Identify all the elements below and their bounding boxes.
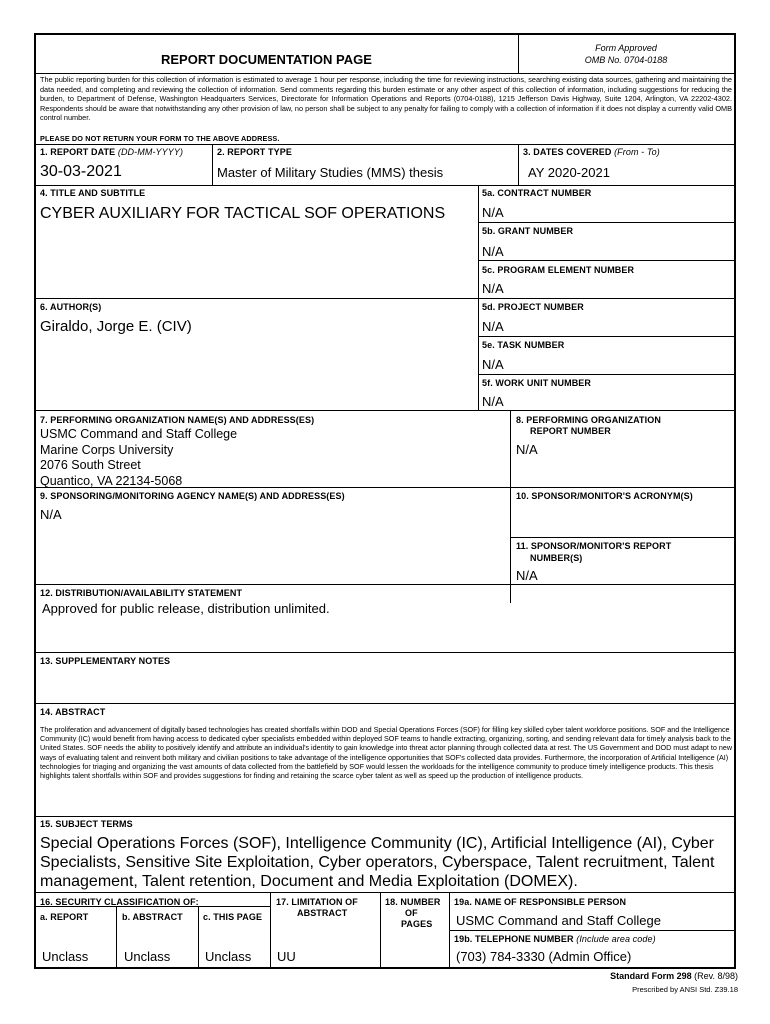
divider — [36, 73, 736, 74]
work-unit-label: 5f. WORK UNIT NUMBER — [482, 378, 591, 388]
security-abstract-field[interactable]: Unclass — [124, 949, 171, 964]
address-line: Marine Corps University — [40, 442, 174, 457]
abstract-text[interactable]: The proliferation and advancement of digitally based technologies has created shortfalls within DOD and Special Operations Forces (SOF) for filling key skilled cyber talent workforce positions. SOF and the Intelligence Community (IC) would benefit from having access to dedicated cyber specialists embedded within deployed SOF teams to handle extracting, organizing, sorting, and sending relevant data for timely analysis back to the United States. SOF needs the ability to positively identify and attribute an individual's identity to gain knowledge into threat actor planning through collected data at rest. The US Government and DOD must adapt to new ways of evaluating talent and reinvent both military and civilian positions to take advantage of the intelligence opportunities that SOF's collected data provides. Furthermore, the incorporation of Artificial Intelligence (AI) technologies for triaging and organizing the vast amounts of data collected from the battlefield by SOF would lessen the workloads for the intelligence community to produce timely intelligence products. This thesis highlights talent shortfalls within SOF and provides suggestions for finding and retaining the scarce cyber talent as well as speed up the production of intelligence products. — [40, 725, 733, 781]
security-report-field[interactable]: Unclass — [42, 949, 89, 964]
form-identifier: Standard Form 298 (Rev. 8/98) — [610, 971, 738, 981]
title-subtitle-label: 4. TITLE AND SUBTITLE — [40, 188, 146, 198]
security-abstract-label: b. ABSTRACT — [122, 912, 183, 922]
sponsor-report-label: 11. SPONSOR/MONITOR'S REPORT — [516, 541, 672, 551]
divider — [518, 144, 519, 185]
performing-org-label: 7. PERFORMING ORGANIZATION NAME(S) AND ADDRESS(ES) — [40, 415, 315, 425]
telephone-label: 19b. TELEPHONE NUMBER (Include area code) — [454, 934, 656, 944]
divider — [36, 185, 736, 186]
divider — [36, 892, 736, 893]
divider — [36, 816, 736, 817]
divider — [36, 144, 736, 145]
task-number-field[interactable]: N/A — [482, 357, 504, 372]
title-subtitle-field[interactable]: CYBER AUXILIARY FOR TACTICAL SOF OPERATIONS — [40, 205, 446, 222]
divider — [270, 892, 271, 969]
report-type-label: 2. REPORT TYPE — [217, 147, 292, 157]
divider — [36, 703, 736, 704]
address-line: 2076 South Street — [40, 458, 141, 473]
subject-terms-text[interactable]: Special Operations Forces (SOF), Intelligence Community (IC), Artificial Intelligence (AI), Cyber Specialists, Sensitive Site Exploitation, Cyber operators, Cyberspace, Talent recruitment, Talent management, Talent retention, Document and Media Exploitation (DOMEX). — [40, 835, 715, 890]
sponsoring-agency-label: 9. SPONSORING/MONITORING AGENCY NAME(S) AND ADDRESS(ES) — [40, 491, 345, 501]
performing-org-report-label: 8. PERFORMING ORGANIZATION — [516, 415, 661, 425]
performing-org-report-field[interactable]: N/A — [516, 442, 538, 457]
authors-field[interactable]: Giraldo, Jorge E. (CIV) — [40, 318, 192, 335]
abstract-label: 14. ABSTRACT — [40, 707, 106, 717]
work-unit-field[interactable]: N/A — [482, 394, 504, 409]
dates-covered-label: 3. DATES COVERED (From - To) — [523, 147, 660, 157]
divider — [478, 336, 736, 337]
program-element-label: 5c. PROGRAM ELEMENT NUMBER — [482, 265, 635, 275]
sponsor-report-field[interactable]: N/A — [516, 568, 538, 583]
form-approved-text: Form Approved — [595, 43, 657, 53]
authors-label: 6. AUTHOR(S) — [40, 302, 102, 312]
num-pages-label-2: OF — [405, 908, 418, 918]
grant-number-field[interactable]: N/A — [482, 244, 504, 259]
contract-number-field[interactable]: N/A — [482, 205, 504, 220]
subject-terms-label: 15. SUBJECT TERMS — [40, 819, 133, 829]
distribution-field[interactable]: Approved for public release, distribution unlimited. — [42, 601, 330, 616]
limitation-label-2: ABSTRACT — [297, 908, 348, 918]
responsible-person-field[interactable]: USMC Command and Staff College — [456, 913, 661, 928]
performing-org-report-label-2: REPORT NUMBER — [530, 426, 611, 436]
divider — [449, 930, 736, 931]
task-number-label: 5e. TASK NUMBER — [482, 340, 565, 350]
grant-number-label: 5b. GRANT NUMBER — [482, 226, 574, 236]
limitation-label: 17. LIMITATION OF — [276, 897, 358, 907]
divider — [510, 410, 511, 603]
performing-org-address[interactable] — [40, 427, 237, 490]
do-not-return-notice: PLEASE DO NOT RETURN YOUR FORM TO THE ABOVE ADDRESS. — [40, 134, 280, 143]
distribution-label: 12. DISTRIBUTION/AVAILABILITY STATEMENT — [40, 588, 243, 598]
sponsoring-agency-field[interactable]: N/A — [40, 507, 62, 522]
report-documentation-form — [34, 33, 736, 969]
num-pages-label-3: PAGES — [401, 919, 433, 929]
num-pages-label: 18. NUMBER — [385, 897, 441, 907]
divider — [212, 144, 213, 185]
project-number-label: 5d. PROJECT NUMBER — [482, 302, 584, 312]
divider — [36, 584, 736, 585]
telephone-field[interactable]: (703) 784-3330 (Admin Office) — [456, 949, 632, 964]
sponsor-acronym-label: 10. SPONSOR/MONITOR'S ACRONYM(S) — [516, 491, 693, 501]
supplementary-notes-label: 13. SUPPLEMENTARY NOTES — [40, 656, 171, 666]
divider — [380, 892, 381, 969]
prescribed-by: Prescribed by ANSI Std. Z39.18 — [632, 985, 738, 994]
page-title: REPORT DOCUMENTATION PAGE — [161, 52, 372, 67]
sponsor-report-label-2: NUMBER(S) — [530, 553, 583, 563]
security-report-label: a. REPORT — [40, 912, 89, 922]
divider — [478, 374, 736, 375]
divider — [36, 906, 270, 907]
address-line: Quantico, VA 22134-5068 — [40, 474, 183, 489]
divider — [510, 537, 736, 538]
address-line: USMC Command and Staff College — [40, 427, 238, 441]
omb-number: OMB No. 0704-0188 — [584, 55, 668, 65]
report-type-field[interactable]: Master of Military Studies (MMS) thesis — [217, 165, 444, 180]
divider — [478, 222, 736, 223]
divider — [36, 487, 736, 488]
program-element-field[interactable]: N/A — [482, 281, 504, 296]
divider — [36, 410, 736, 411]
burden-statement: The public reporting burden for this collection of information is estimated to average 1 hour per response, including the time for reviewing instructions, searching existing data sources, gathering and maintaining the data needed, and completing and reviewing the collection of information. Send comments regarding this burden estimate or any other aspect of this collection of information, including suggestions for reducing the burden, to Department of Defense, Washington Headquarters Services, Directorate for Information Operations and Reports (0704-0188), 1215 Jefferson Davis Highway, Suite 1204, Arlington, VA 22202-4302. Respondents should be aware that notwithstanding any other provision of law, no person shall be subject to any penalty for failing to comply with a collection of information if it does not display a currently valid OMB control number. — [40, 75, 732, 123]
contract-number-label: 5a. CONTRACT NUMBER — [482, 188, 592, 198]
security-page-field[interactable]: Unclass — [205, 949, 252, 964]
report-date-field[interactable]: 30-03-2021 — [40, 163, 122, 180]
responsible-person-label: 19a. NAME OF RESPONSIBLE PERSON — [454, 897, 627, 907]
divider — [36, 652, 736, 653]
report-date-label: 1. REPORT DATE (DD-MM-YYYY) — [40, 147, 184, 157]
security-class-label: 16. SECURITY CLASSIFICATION OF: — [40, 897, 199, 907]
divider — [198, 906, 199, 969]
divider — [518, 35, 519, 73]
limitation-field[interactable]: UU — [277, 949, 296, 964]
security-page-label: c. THIS PAGE — [203, 912, 263, 922]
dates-covered-field[interactable]: AY 2020-2021 — [528, 165, 610, 180]
divider — [478, 260, 736, 261]
divider — [116, 906, 117, 969]
divider — [36, 298, 736, 299]
project-number-field[interactable]: N/A — [482, 319, 504, 334]
